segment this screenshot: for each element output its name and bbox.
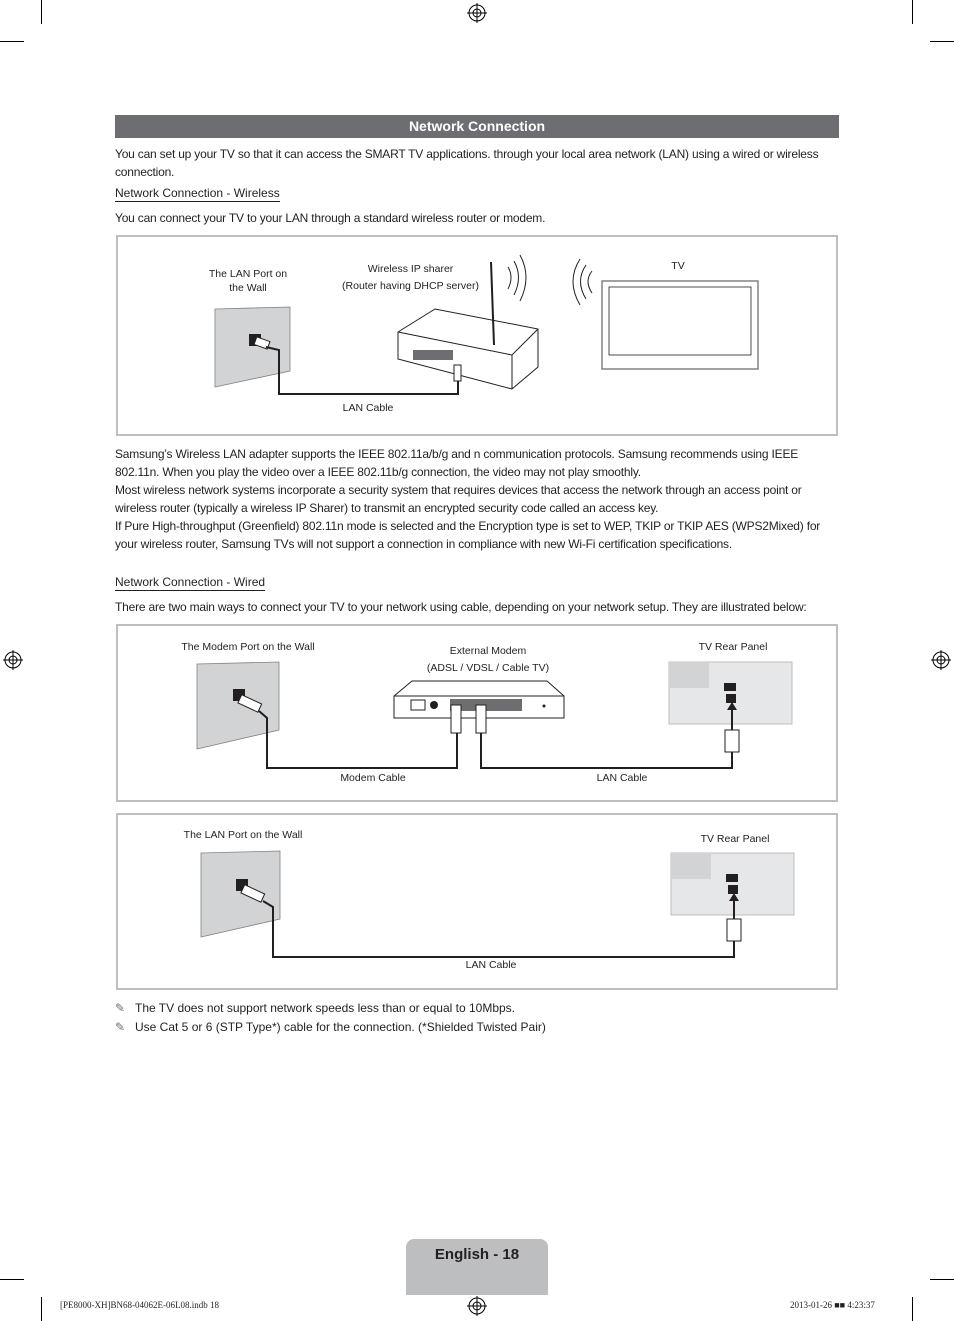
router-label-line1: Wireless IP sharer xyxy=(367,263,454,275)
tv-rear-panel-label: TV Rear Panel xyxy=(700,833,770,845)
lan-cable-line xyxy=(481,733,732,768)
wired-heading: Network Connection - Wired xyxy=(115,575,266,589)
crop-mark xyxy=(912,0,913,24)
modem-cable-label: Modem Cable xyxy=(340,772,406,784)
router-ports xyxy=(413,350,453,360)
footer-file: [PE8000-XH]BN68-04062E-06L08.indb 18 xyxy=(60,1300,219,1310)
router-label-line2: (Router having DHCP server) xyxy=(342,280,479,292)
wall-label-line1: The LAN Port on xyxy=(208,268,288,280)
tv-label: TV xyxy=(671,260,685,272)
wireless-paragraph-3: If Pure High-throughput (Greenfield) 802.11n mode is selected and the Encryption type is set to WEP, TKIP or TKIP AES (WPS2Mixed) for your wireless router, Samsung TVs will not support a connection in compliance with new Wi-Fi certification specifications. xyxy=(115,519,821,551)
lan-cable-line xyxy=(263,901,734,957)
wall-label-line2: the Wall xyxy=(229,282,267,294)
modem-cable-line xyxy=(259,711,457,768)
lan-cable-label: LAN Cable xyxy=(596,772,648,784)
crop-mark xyxy=(930,1279,954,1280)
wired-lan-diagram xyxy=(116,813,838,990)
registration-mark-icon xyxy=(931,650,951,670)
pencil-note-icon: ✎ xyxy=(115,1020,126,1034)
section-title: Network Connection xyxy=(115,115,839,138)
note-text: The TV does not support network speeds less than or equal to 10Mbps. xyxy=(135,1001,516,1015)
pencil-note-icon: ✎ xyxy=(115,1001,126,1015)
tv-screen xyxy=(609,287,751,355)
modem-label-line1: External Modem xyxy=(449,645,527,657)
wired-description: There are two main ways to connect your TV to your network using cable, depending on your network setup. They are illustrated below: xyxy=(115,600,807,614)
wireless-heading: Network Connection - Wireless xyxy=(115,186,280,200)
crop-mark xyxy=(0,1279,24,1280)
crop-mark xyxy=(930,41,954,42)
wireless-paragraph-2: Most wireless network systems incorporate a security system that requires devices that access the network through an access point or wireless router (typically a wireless IP Sharer) to transmit an encrypted security code called an access key. xyxy=(115,483,802,515)
lan-cable-label: LAN Cable xyxy=(342,402,394,414)
lan-wall-label: The LAN Port on the Wall xyxy=(183,829,303,841)
crop-mark xyxy=(0,41,24,42)
note-text: Use Cat 5 or 6 (STP Type*) cable for the connection. (*Shielded Twisted Pair) xyxy=(135,1020,546,1034)
wireless-description: You can connect your TV to your LAN through a standard wireless router or modem. xyxy=(115,211,546,225)
intro-text: You can set up your TV so that it can access the SMART TV applications. through your local area network (LAN) using a wired or wireless connection. xyxy=(115,147,819,179)
wall-panel xyxy=(201,851,280,937)
lan-cable-label: LAN Cable xyxy=(465,959,517,971)
wireless-paragraph-1: Samsung’s Wireless LAN adapter supports the IEEE 802.11a/b/g and n communication protocols. Samsung recommends using IEEE 802.11n. When you play the video over a IEEE 802.11b/g connection, the video may not play smoothly. xyxy=(115,447,799,479)
registration-mark-icon xyxy=(3,650,23,670)
tv-rear-panel-label: TV Rear Panel xyxy=(698,641,768,653)
wired-modem-diagram xyxy=(116,624,838,802)
registration-mark-icon xyxy=(467,1296,487,1316)
crop-mark xyxy=(912,1297,913,1321)
page-number: English - 18 xyxy=(406,1239,548,1295)
note-item xyxy=(115,1001,515,1015)
modem-wall-label: The Modem Port on the Wall xyxy=(181,641,315,653)
note-item xyxy=(115,1020,546,1034)
modem-label-line2: (ADSL / VDSL / Cable TV) xyxy=(426,662,550,674)
footer-timestamp: 2013-01-26 ■■ 4:23:37 xyxy=(790,1300,875,1310)
router-body xyxy=(398,309,538,389)
registration-mark-icon xyxy=(467,3,487,23)
wireless-diagram xyxy=(116,235,838,436)
crop-mark xyxy=(41,0,42,24)
crop-mark xyxy=(41,1297,42,1321)
